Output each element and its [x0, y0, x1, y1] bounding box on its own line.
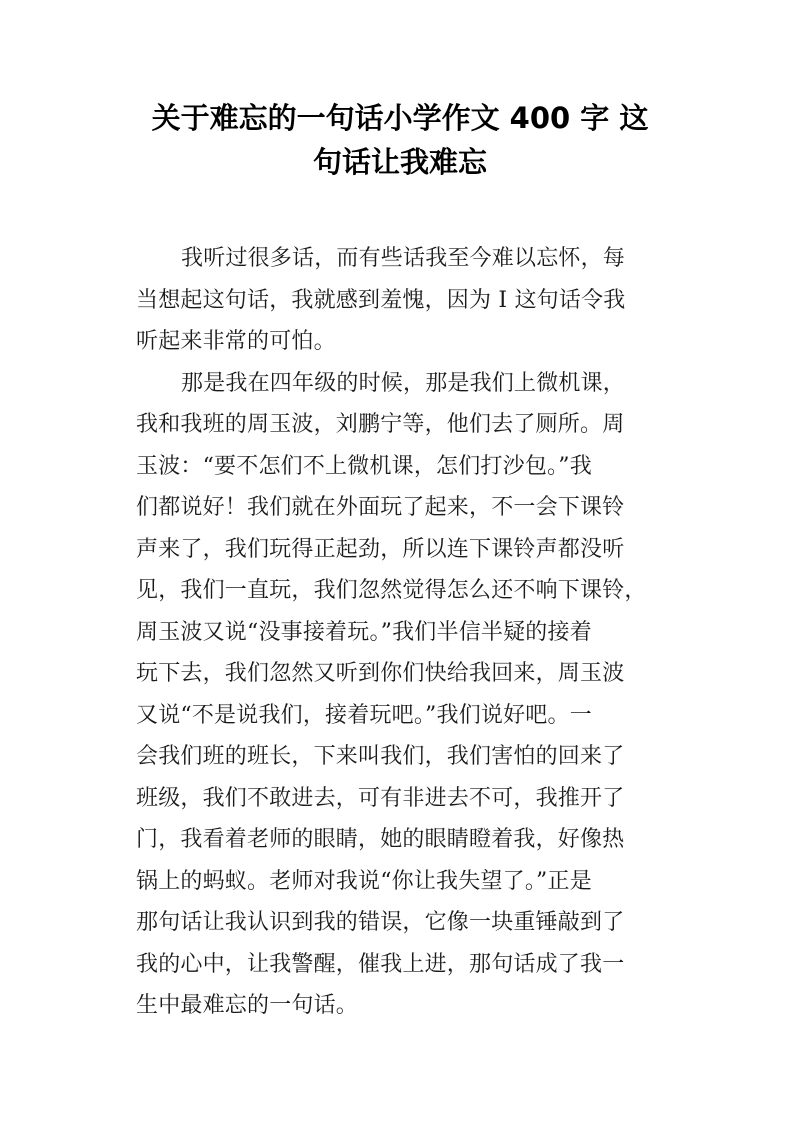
text-line: 那句话让我认识到我的错误，它像一块重锤敲到了	[136, 910, 625, 935]
text-line: 当想起这句话，我就感到羞愧，因为 I 这句话令我	[136, 287, 626, 313]
text-line: 会我们班的班长，下来叫我们，我们害怕的回来了	[136, 744, 625, 769]
text-line: 我的心中，让我警醒，催我上进，那句话成了我一	[136, 951, 625, 977]
text-line: 玉波：“要不怎们不上微机课，怎们打沙包。”我	[136, 453, 592, 479]
paragraph-1	[136, 238, 696, 363]
text-line: 见，我们一直玩，我们忽然觉得怎么还不响下课铃，	[136, 578, 647, 603]
text-line: 声来了，我们玩得正起劲，所以连下课铃声都没听	[136, 536, 625, 562]
title-line: 关于难忘的一句话小学作文 400 字 这	[151, 101, 649, 135]
text-line: 锅上的蚂蚁。老师对我说“你让我失望了。”正是	[136, 868, 592, 894]
text-line: 玩下去，我们忽然又听到你们快给我回来，周玉波	[136, 661, 625, 686]
text-line: 班级，我们不敢进去，可有非进去不可，我推开了	[136, 785, 625, 811]
paragraph-2	[136, 363, 696, 1027]
text-line: 那是我在四年级的时候，那是我们上微机课，	[181, 370, 626, 396]
text-line: 听起来非常的可怕。	[136, 329, 336, 354]
text-line: 门，我看着老师的眼睛，她的眼睛瞪着我，好像热	[136, 827, 625, 852]
text-line: 生中最难忘的一句话。	[136, 993, 359, 1018]
text-line: 我和我班的周玉波，刘鹏宁等，他们去了厕所。周	[136, 412, 625, 437]
document-title	[100, 96, 700, 184]
text-line: 们都说好！我们就在外面玩了起来，不一会下课铃	[136, 495, 625, 520]
text-line: 我听过很多话，而有些话我至今难以忘怀，每	[181, 246, 626, 271]
text-line: 又说“不是说我们，接着玩吧。”我们说好吧。一	[136, 702, 592, 728]
text-line: 周玉波又说“没事接着玩。”我们半信半疑的接着	[136, 619, 592, 645]
title-line: 句话让我难忘	[312, 145, 487, 179]
document-body	[136, 238, 696, 1027]
